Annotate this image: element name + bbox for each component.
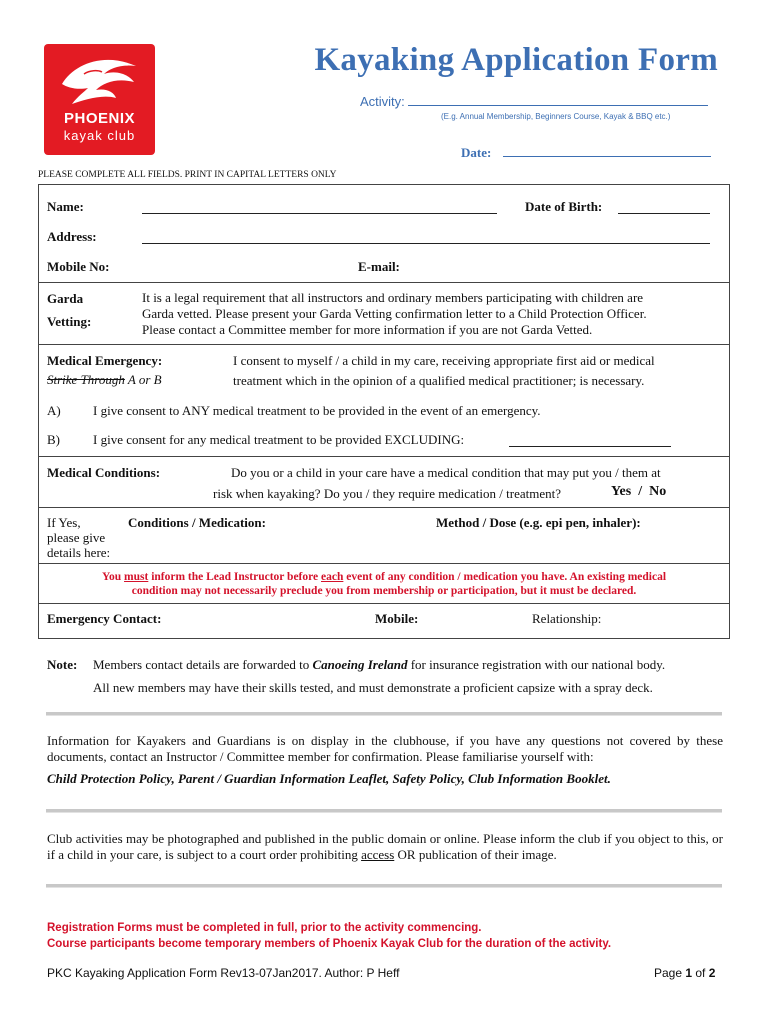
divider bbox=[38, 344, 730, 345]
registration-line-2: Course participants become temporary members of Phoenix Kayak Club for the duration of the activity. bbox=[47, 938, 612, 950]
strike-instruction bbox=[47, 372, 162, 388]
consent-line-2: treatment which in the opinion of a qualified medical practitioner; is necessary. bbox=[233, 373, 645, 388]
divider bbox=[38, 603, 730, 604]
date-row bbox=[461, 145, 711, 161]
garda-label-2: Vetting: bbox=[47, 314, 92, 329]
canoeing-ireland: Canoeing Ireland bbox=[312, 657, 408, 672]
consent-line-1: I consent to myself / a child in my care, receiving appropriate first aid or medical bbox=[233, 353, 655, 368]
policies-list: Child Protection Policy, Parent / Guardian Information Leaflet, Safety Policy, Club Information Booklet. bbox=[47, 771, 611, 786]
divider bbox=[38, 456, 730, 457]
garda-text-line-3: Please contact a Committee member for more information if you are not Garda Vetted. bbox=[142, 322, 593, 337]
of-word: of bbox=[692, 966, 709, 980]
page-current: 1 bbox=[685, 966, 693, 980]
a-or-b-text: A or B bbox=[124, 372, 162, 387]
conditions-medication-label: Conditions / Medication: bbox=[128, 515, 266, 530]
activity-label: Activity: bbox=[360, 94, 405, 109]
note-line-1 bbox=[93, 657, 665, 673]
mobile-label: Mobile No: bbox=[47, 259, 110, 274]
photo-access: access bbox=[361, 847, 395, 862]
note-line-2: All new members may have their skills tested, and must demonstrate a proficient capsize with a spray deck. bbox=[93, 680, 653, 695]
name-label: Name: bbox=[47, 199, 84, 214]
if-yes-line-2: please give bbox=[47, 530, 106, 545]
photo-paragraph bbox=[47, 831, 723, 863]
divider bbox=[38, 563, 730, 564]
medical-emergency-label: Medical Emergency: bbox=[47, 353, 163, 368]
logo-name: PHOENIX bbox=[63, 110, 135, 127]
option-b-letter[interactable]: B) bbox=[47, 432, 60, 447]
garda-text-line-1: It is a legal requirement that all instructors and ordinary members participating with children are bbox=[142, 290, 644, 305]
club-logo bbox=[44, 44, 155, 155]
instruction-text: PLEASE COMPLETE ALL FIELDS. PRINT IN CAPITAL LETTERS ONLY bbox=[38, 170, 337, 180]
if-yes-line-3: details here: bbox=[47, 545, 111, 560]
info-paragraph: Information for Kayakers and Guardians is on display in the clubhouse, if you have any questions not covered by these documents, contact an Instructor / Committee member for confirmation. Please familiarise yourself with: bbox=[47, 733, 723, 764]
address-label: Address: bbox=[47, 229, 97, 244]
option-a-letter[interactable]: A) bbox=[47, 403, 61, 418]
activity-field[interactable] bbox=[408, 105, 708, 106]
divider bbox=[38, 282, 730, 283]
dob-label: Date of Birth: bbox=[525, 199, 603, 214]
warn-must: must bbox=[124, 571, 149, 583]
warn-each: each bbox=[321, 571, 344, 583]
section-divider bbox=[46, 809, 722, 813]
note-label: Note: bbox=[47, 657, 78, 672]
page-title: Kayaking Application Form bbox=[314, 42, 718, 78]
if-yes-line-1: If Yes, bbox=[47, 515, 81, 530]
garda-text bbox=[142, 290, 647, 338]
activity-hint: (E.g. Annual Membership, Beginners Course, Kayak & BBQ etc.) bbox=[441, 112, 671, 121]
excluding-field[interactable] bbox=[509, 446, 671, 447]
option-a-text: I give consent to ANY medical treatment to be provided in the event of an emergency. bbox=[93, 403, 541, 418]
page-number bbox=[654, 966, 715, 980]
page-word: Page bbox=[654, 966, 686, 980]
photo-text: OR publication of their image. bbox=[394, 847, 557, 862]
medical-conditions-label: Medical Conditions: bbox=[47, 465, 161, 480]
section-divider bbox=[46, 884, 722, 888]
garda-label-1: Garda bbox=[47, 291, 84, 306]
note-text: Members contact details are forwarded to bbox=[93, 657, 313, 672]
medical-warning-line-2: condition may not necessarily preclude you from membership or participation, but it must be declared. bbox=[131, 585, 637, 597]
dob-field[interactable] bbox=[618, 213, 710, 214]
footer-revision: PKC Kayaking Application Form Rev13-07Jan2017. Author: P Heff bbox=[47, 966, 400, 980]
address-field[interactable] bbox=[142, 243, 710, 244]
divider bbox=[38, 507, 730, 508]
medical-warning bbox=[38, 570, 730, 598]
activity-row bbox=[360, 94, 708, 109]
registration-notice bbox=[47, 920, 611, 952]
warn-part: event of any condition / medication you have. An existing medical bbox=[343, 571, 667, 583]
medical-conditions-question-2: risk when kayaking? Do you / they require medication / treatment? bbox=[213, 486, 561, 501]
photo-text: Club activities may be photographed and published in the public domain or online. Please inform the club if you object to this, or if a child in your care, is subject to a court order prohibiting bbox=[47, 831, 723, 862]
section-divider bbox=[46, 712, 722, 716]
warn-part: You bbox=[101, 571, 125, 583]
page-total: 2 bbox=[708, 966, 716, 980]
medical-conditions-question-1: Do you or a child in your care have a medical condition that may put you / them at bbox=[231, 465, 661, 480]
relationship-label: Relationship: bbox=[532, 611, 602, 626]
emergency-mobile-label: Mobile: bbox=[375, 611, 419, 626]
warn-part: inform the Lead Instructor before bbox=[148, 571, 322, 583]
medical-warning-line-1 bbox=[38, 570, 730, 584]
date-field[interactable] bbox=[503, 156, 711, 157]
note-text: for insurance registration with our national body. bbox=[407, 657, 666, 672]
yes-no-choice[interactable]: Yes / No bbox=[611, 484, 667, 499]
registration-line-1: Registration Forms must be completed in full, prior to the activity commencing. bbox=[47, 922, 482, 934]
method-dose-label: Method / Dose (e.g. epi pen, inhaler): bbox=[436, 515, 641, 530]
if-yes-text bbox=[47, 515, 110, 560]
email-label: E-mail: bbox=[358, 259, 400, 274]
strike-through-text: Strike Through bbox=[47, 372, 125, 387]
emergency-contact-label: Emergency Contact: bbox=[47, 611, 162, 626]
name-field[interactable] bbox=[142, 213, 497, 214]
date-label: Date: bbox=[461, 145, 492, 160]
option-b-text: I give consent for any medical treatment to be provided EXCLUDING: bbox=[93, 432, 465, 447]
logo-subtitle: kayak club bbox=[63, 128, 136, 143]
garda-text-line-2: Garda vetted. Please present your Garda Vetting confirmation letter to a Child Protection Officer. bbox=[142, 306, 647, 321]
